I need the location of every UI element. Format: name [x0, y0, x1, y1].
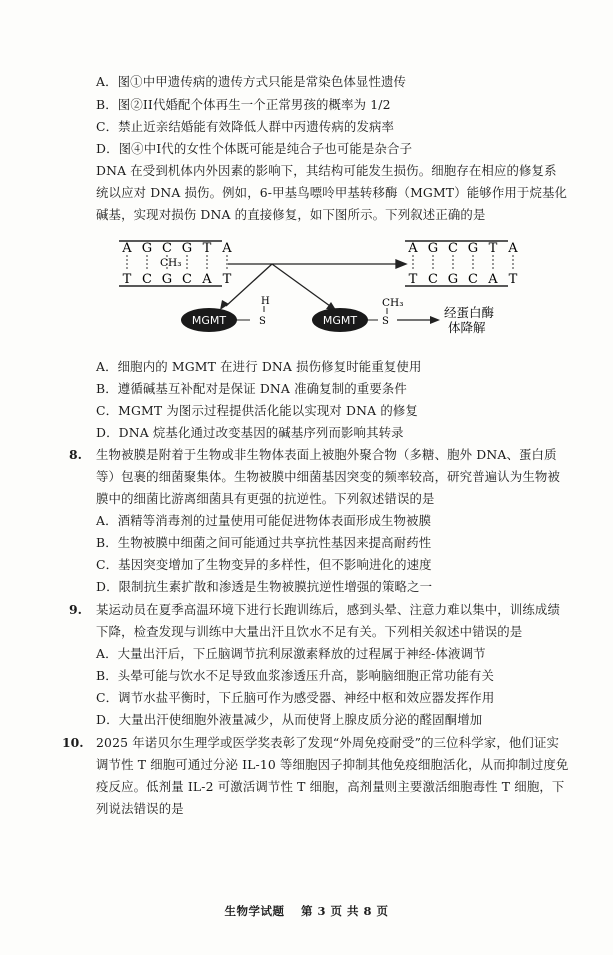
right-bottom-strand-base-2: G [447, 272, 459, 287]
mgmt-repair-figure [0, 228, 613, 348]
q9-option-c: C．调节水盐平衡时，下丘脑可作为感受器、神经中枢和效应器发挥作用 [96, 690, 495, 705]
q7-option-d: D．DNA 烷基化通过改变基因的碱基序列而影响其转录 [96, 425, 404, 440]
q9-option-d: D．大量出汗使细胞外液量减少，从而使肾上腺皮质分泌的醛固酮增加 [96, 712, 483, 727]
sulfhydryl-h-label: H [261, 296, 270, 307]
q7-option-a: A．细胞内的 MGMT 在进行 DNA 损伤修复时能重复使用 [96, 359, 422, 374]
sulfhydryl-s-label: S [259, 316, 266, 327]
q8-option-b: B．生物被膜中细菌之间可能通过共享抗性基因来提高耐药性 [96, 535, 432, 550]
degradation-label-1: 经蛋白酶 [444, 305, 495, 320]
q8-option-d: D．限制抗生素扩散和渗透是生物被膜抗逆性增强的策略之一 [96, 579, 433, 594]
q10-stem-line-4: 列说法错误的是 [96, 801, 184, 816]
degradation-label-2: 体降解 [448, 320, 486, 335]
q8-number: 8. [69, 447, 82, 462]
q10-stem-line-1: 2025 年诺贝尔生理学或医学奖表彰了发现“外周免疫耐受”的三位科学家，他们证实 [96, 735, 560, 750]
q8-stem-line-1: 生物被膜是附着于生物或非生物体表面上被胞外聚合物（多糖、胞外 DNA、蛋白质 [96, 447, 557, 462]
left-top-strand-base-2: C [162, 241, 172, 256]
right-top-strand-base-1: G [427, 241, 439, 256]
q7-prev-option-a: A．图①中甲遗传病的遗传方式只能是常染色体显性遗传 [96, 74, 407, 89]
q10-stem-line-2: 调节性 T 细胞可通过分泌 IL-10 等细胞因子抑制其他免疫细胞活化，从而抑制过度免 [96, 757, 569, 772]
q7-prev-option-c: C．禁止近亲结婚能有效降低人群中丙遗传病的发病率 [96, 119, 395, 134]
q10-stem-line-3: 疫反应。低剂量 IL-2 可激活调节性 T 细胞，高剂量则主要激活细胞毒性 T 细胞，下 [96, 779, 565, 794]
q8-option-a: A．酒精等消毒剂的过量使用可能促进物体表面形成生物被膜 [96, 513, 432, 528]
q8-stem-line-3: 膜中的细菌比游离细菌具有更强的抗逆性。下列叙述错误的是 [96, 491, 435, 506]
q9-option-b: B．头晕可能与饮水不足导致血浆渗透压升高，影响脑细胞正常功能有关 [96, 668, 495, 683]
q7-stem-line-2: 统以应对 DNA 损伤。例如，6-甲基鸟嘌呤甲基转移酶（MGMT）能够作用于烷基化 [96, 185, 568, 200]
right-bottom-strand-base-1: C [428, 272, 438, 287]
q9-number: 9. [69, 602, 82, 617]
left-top-strand-base-1: G [141, 241, 153, 256]
left-bottom-strand-base-2: G [161, 272, 173, 287]
right-bottom-strand-base-3: C [468, 272, 478, 287]
methyl-on-mgmt-label: CH₃ [382, 297, 404, 309]
mgmt-enzyme-label-right: MGMT [322, 314, 358, 327]
q9-stem-line-2: 下降，检查发现与训练中大量出汗且饮水不足有关。下列相关叙述中错误的是 [96, 624, 523, 639]
q8-stem-line-2: 等）包裹的细菌聚集体。生物被膜中细菌基因突变的频率较高，研究普遍认为生物被 [96, 469, 561, 484]
left-bottom-strand-base-4: A [202, 272, 212, 287]
methyl-group-label: CH₃ [160, 257, 182, 269]
methylated-s-label: S [382, 316, 389, 327]
right-dna-strand [405, 241, 518, 287]
left-bottom-strand-base-1: C [142, 272, 152, 287]
q7-prev-option-d: D．图④中I代的女性个体既可能是纯合子也可能是杂合子 [96, 141, 413, 156]
right-top-strand-base-0: A [408, 241, 418, 256]
left-bottom-strand-base-0: T [122, 272, 132, 287]
right-bottom-strand-base-5: T [508, 272, 518, 287]
right-bottom-strand-base-0: T [408, 272, 418, 287]
left-top-strand-base-5: A [222, 241, 232, 256]
q7-stem-line-1: DNA 在受到机体内外因素的影响下，其结构可能发生损伤。细胞存在相应的修复系 [96, 163, 557, 178]
mgmt-enzyme-label-left: MGMT [191, 314, 227, 327]
q8-option-c: C．基因突变增加了生物变异的多样性，但不影响进化的速度 [96, 557, 432, 572]
q7-option-c: C．MGMT 为图示过程提供活化能以实现对 DNA 的修复 [96, 403, 418, 418]
page-footer: 生物学试题 第 3 页 共 8 页 [224, 904, 389, 918]
left-top-strand-base-0: A [122, 241, 132, 256]
left-bottom-strand-base-3: C [182, 272, 192, 287]
q10-number: 10. [62, 735, 84, 750]
left-bottom-strand-base-5: T [222, 272, 232, 287]
q9-stem-line-1: 某运动员在夏季高温环境下进行长跑训练后，感到头晕、注意力难以集中，训练成绩 [96, 602, 561, 617]
right-top-strand-base-3: G [467, 241, 479, 256]
right-top-strand-base-5: A [508, 241, 518, 256]
q7-stem-line-3: 碱基，实现对损伤 DNA 的直接修复，如下图所示。下列叙述正确的是 [96, 207, 486, 222]
left-top-strand-base-3: G [181, 241, 193, 256]
right-bottom-strand-base-4: A [488, 272, 498, 287]
right-top-strand-base-2: C [448, 241, 458, 256]
q9-option-a: A．大量出汗后，下丘脑调节抗利尿激素释放的过程属于神经-体液调节 [96, 646, 486, 661]
left-top-strand-base-4: T [202, 241, 212, 256]
left-dna-strand [119, 241, 232, 287]
right-top-strand-base-4: T [488, 241, 498, 256]
q7-prev-option-b: B．图②II代婚配个体再生一个正常男孩的概率为 1/2 [96, 97, 391, 112]
q7-option-b: B．遵循碱基互补配对是保证 DNA 准确复制的重要条件 [96, 381, 407, 396]
